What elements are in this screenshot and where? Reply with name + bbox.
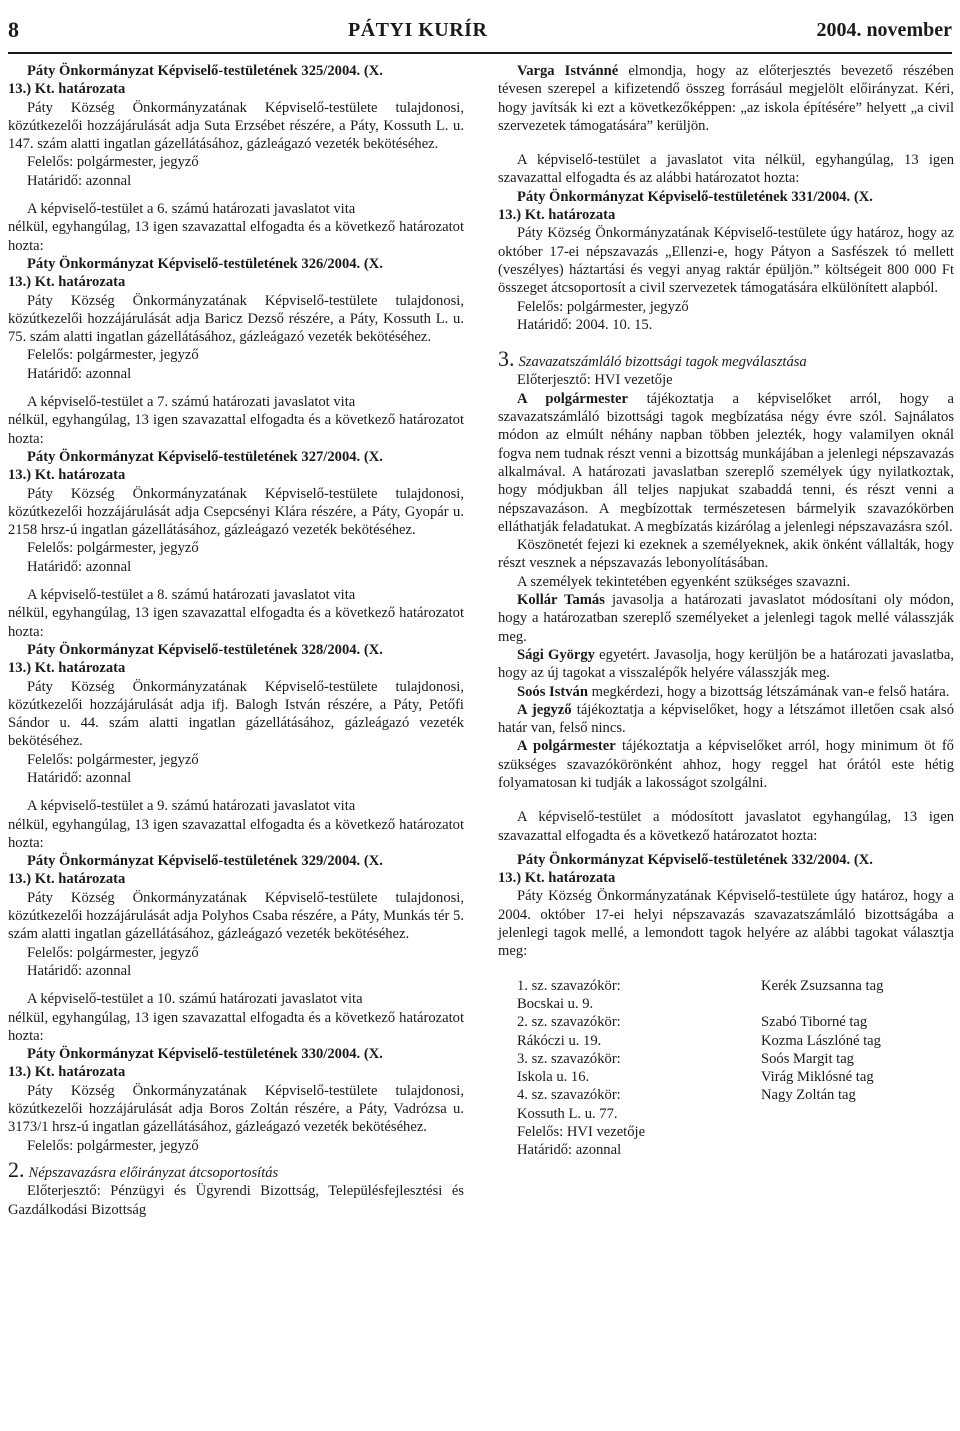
vote-statement: A képviselő-testület a 9. számú határozati javaslatot vita (27, 798, 356, 815)
deadline: Határidő: azonnal (517, 1142, 622, 1159)
vote-statement: A képviselő-testület a javaslatot vita nélkül, egyhangúlag, 13 igen szavazattal elfogadta és az alábbi határozatot hozta: (498, 152, 954, 187)
resolution-kt: 13.) Kt. határozata (8, 467, 126, 484)
responsible: Felelős: polgármester, jegyző (27, 1137, 199, 1154)
speaker-paragraph: A polgármester tájékoztatja a képviselőket arról, hogy a szavazatszámláló bizottsági tagok megbízatása négy évre szól. Sajnálatos módon az elmúlt néhány napban többen jelezték, hogy valamilyen oknál fogva nem tudnak részt venni a bizottság munkájában a jelenlegi népszavazás alkalmával. A határozati javaslatban szereplő személyek úgy nyilatkoztak, hogy módjukban áll teljes napjukat szabaddá tenni, és részt venni a népszavazáson. A megbízottak természetesen bármelyik szavazókörben elláthatják feladatukat. A megbízatás kizárólag a jelenlegi népszavazásra szól. (498, 390, 954, 535)
table-cell: 1. sz. szavazókör: (517, 977, 621, 994)
table-cell: Bocskai u. 9. (517, 995, 594, 1012)
table-cell (761, 995, 960, 1013)
speaker-name: A jegyző (517, 701, 572, 718)
speaker-paragraph: Kollár Tamás javasolja a határozati javaslatot módosítani oly módon, hogy a határozatban szereplő személyeket a jelenlegi tagok mellé válasszják meg. (498, 592, 954, 645)
resolution-kt: 13.) Kt. határozata (8, 1064, 126, 1081)
resolution-kt: 13.) Kt. határozata (8, 660, 126, 677)
page-number: 8 (8, 17, 19, 42)
responsible: Felelős: HVI vezetője (517, 1124, 646, 1141)
table-cell: Kozma Lászlóné tag (761, 1032, 881, 1049)
table-cell: Szabó Tiborné tag (761, 1014, 868, 1031)
responsible: Felelős: polgármester, jegyző (27, 347, 199, 364)
resolution-kt: 13.) Kt. határozata (8, 871, 126, 888)
responsible: Felelős: polgármester, jegyző (27, 154, 199, 171)
resolution-title: Páty Önkormányzat Képviselő-testületének 331/2004. (X. (517, 188, 873, 205)
vote-statement-tail: nélkül, egyhangúlag, 13 igen szavazattal elfogadta és a következő határozatot hozta: (8, 1009, 464, 1044)
section-presenter: Előterjesztő: HVI vezetője (517, 372, 673, 389)
resolution-body: Páty Község Önkormányzatának Képviselő-testülete tulajdonosi, közútkezelői hozzájárulását adja Boros Zoltán részére, a Páty, Vadrózsa u. 3173/1 hrsz-ú ingatlan gázellátásához, gázleágazó vezeték bekötéséhez. (8, 1082, 464, 1136)
responsible: Felelős: polgármester, jegyző (517, 298, 689, 315)
resolution-body: Páty Község Önkormányzatának Képviselő-testülete tulajdonosi, közútkezelői hozzájárulását adja Csepcsényi Klára részére, a Páty, Gyopár u. 2158 hrsz-ú ingatlan gázellátásához, gázleágazó vezeték bekötéséhez. (8, 485, 464, 539)
table-cell: Soós Margit tag (761, 1050, 854, 1067)
page-header (8, 12, 952, 48)
resolution-kt: 13.) Kt. határozata (498, 207, 616, 224)
resolution-kt: 13.) Kt. határozata (8, 274, 126, 291)
table-cell: Iskola u. 16. (517, 1069, 590, 1086)
section-title: Népszavazásra előirányzat átcsoportosítás (28, 1164, 279, 1181)
resolution-body: Páty Község Önkormányzatának Képviselő-testülete tulajdonosi, közútkezelői hozzájárulását adja ifj. Balogh István részére, a Páty, Petőfi Sándor u. 44. szám alatti ingatlan gázellátásához, gázleágazó vezeték bekötéséhez. (8, 678, 464, 750)
resolution-title: Páty Önkormányzat Képviselő-testületének 326/2004. (X. (27, 255, 383, 272)
speaker-name: Sági György (517, 646, 595, 663)
right-column (498, 62, 954, 1160)
speaker-paragraph: A jegyző tájékoztatja a képviselőket, hogy a létszámot illetően csak alsó határ van, felső nincs. (498, 701, 954, 737)
section-title: Szavazatszámláló bizottsági tagok megválasztása (518, 354, 807, 371)
deadline: Határidő: azonnal (27, 172, 132, 189)
deadline: Határidő: azonnal (27, 769, 132, 786)
table-cell: Virág Miklósné tag (761, 1069, 874, 1086)
deadline: Határidő: azonnal (27, 962, 132, 979)
vote-statement: A képviselő-testület a 10. számú határozati javaslatot vita (27, 991, 363, 1008)
table-cell (761, 1105, 960, 1123)
deadline: Határidő: azonnal (27, 558, 132, 575)
vote-statement-tail: nélkül, egyhangúlag, 13 igen szavazattal elfogadta és a következő határozatot hozta: (8, 816, 464, 851)
resolution-body: Páty Község Önkormányzatának Képviselő-testülete úgy határoz, hogy a 2004. október 17-ei helyi népszavazás szavazatszámláló bizottságába a jelenlegi tagok mellé, a lemondott tagok helyére az alábbi tagokat választja meg: (498, 888, 954, 960)
paper-title: PÁTYI KURÍR (348, 18, 488, 41)
resolution-body: Páty Község Önkormányzatának Képviselő-testülete tulajdonosi, közútkezelői hozzájárulását adja Suta Erzsébet részére, a Páty, Kossuth L. u. 147. szám alatti ingatlan gázellátásához, gázleágazó vezeték bekötéséhez. (8, 99, 464, 153)
speaker-name: A polgármester (517, 738, 616, 755)
resolution-title: Páty Önkormányzat Képviselő-testületének 330/2004. (X. (27, 1046, 383, 1063)
resolution-title: Páty Önkormányzat Képviselő-testületének 329/2004. (X. (27, 853, 383, 870)
vote-statement: A képviselő-testület a 6. számú határozati javaslatot vita (27, 201, 356, 218)
resolution-title: Páty Önkormányzat Képviselő-testületének 328/2004. (X. (27, 641, 383, 658)
deadline: Határidő: azonnal (27, 365, 132, 382)
table-cell: 2. sz. szavazókör: (517, 1014, 621, 1031)
speaker-paragraph: Varga Istvánné elmondja, hogy az előterjesztés bevezető részében tévesen szerepel a kifizetendő összeg forrásául megjelölt előirányzat. Kéri, hogy javítsák ki ezt a következőképpen: „az iskola építésére” helyett „a civil szervezetek támogatására” kerüljön. (498, 63, 954, 134)
speaker-name: Kollár Tamás (517, 592, 605, 609)
vote-statement-tail: nélkül, egyhangúlag, 13 igen szavazattal elfogadta és a következő határozatot hozta: (8, 605, 464, 640)
speaker-name: Soós István (517, 683, 588, 700)
vote-statement-tail: nélkül, egyhangúlag, 13 igen szavazattal elfogadta és a következő határozatot hozta: (8, 412, 464, 447)
resolution-title: Páty Önkormányzat Képviselő-testületének 325/2004. (X. (27, 63, 383, 79)
section-number: 3. (498, 346, 515, 372)
resolution-title: Páty Önkormányzat Képviselő-testületének 332/2004. (X. (517, 851, 873, 868)
resolution-title: Páty Önkormányzat Képviselő-testületének 327/2004. (X. (27, 448, 383, 465)
responsible: Felelős: polgármester, jegyző (27, 540, 199, 557)
resolution-kt: 13.) Kt. határozata (8, 81, 126, 98)
resolution-kt: 13.) Kt. határozata (498, 870, 616, 887)
speaker-paragraph: Sági György egyetért. Javasolja, hogy kerüljön be a határozati javaslatba, hogy az új tagokat a visszalépők helyére válasszják meg. (498, 646, 954, 682)
vote-statement: A képviselő-testület a 8. számú határozati javaslatot vita (27, 587, 356, 604)
header-rule (8, 52, 952, 54)
responsible: Felelős: polgármester, jegyző (27, 944, 199, 961)
vote-statement: A képviselő-testület a 7. számú határozati javaslatot vita (27, 394, 356, 411)
vote-statement-tail: nélkül, egyhangúlag, 13 igen szavazattal elfogadta és a következő határozatot hozta: (8, 219, 464, 254)
section-heading (498, 346, 954, 372)
resolution-body: Páty Község Önkormányzatának Képviselő-testülete tulajdonosi, közútkezelői hozzájárulását adja Polyhos Csaba részére, a Páty, Munkás tér 5. szám alatti ingatlan gázellátásához, gázleágazó vezeték bekötéséhez. (8, 889, 464, 943)
thanks-paragraph: Köszönetét fejezi ki ezeknek a személyeknek, akik önként vállalták, hogy részt vesznek a népszavazás lebonyolításában. (498, 537, 954, 572)
speaker-paragraph: Soós István megkérdezi, hogy a bizottság létszámának van-e felső határa. (517, 683, 950, 700)
left-column (8, 62, 464, 1219)
individual-vote-note: A személyek tekintetében egyenként szükséges szavazni. (517, 573, 851, 590)
table-cell: Kerék Zsuzsanna tag (761, 977, 884, 994)
speaker-name: A polgármester (517, 390, 629, 407)
speaker-name: Varga Istvánné (517, 63, 619, 79)
section-number: 2. (8, 1156, 25, 1182)
members-table (517, 977, 954, 1123)
table-cell: 3. sz. szavazókör: (517, 1050, 621, 1067)
section-presenter: Előterjesztő: Pénzügyi és Ügyrendi Bizottság, Településfejlesztési és Gazdálkodási Bizottság (8, 1183, 464, 1218)
vote-statement: A képviselő-testület a módosított javaslatot egyhangúlag, 13 igen szavazattal elfogadta és a következő határozatot hozta: (498, 809, 954, 844)
resolution-body: Páty Község Önkormányzatának Képviselő-testülete tulajdonosi, közútkezelői hozzájárulását adja Baricz Dezső részére, a Páty, Kossuth L. u. 75. szám alatti ingatlan gázellátásához, gázleágazó vezeték bekötéséhez. (8, 292, 464, 346)
table-cell: 4. sz. szavazókör: (517, 1087, 621, 1104)
speaker-paragraph: A polgármester tájékoztatja a képviselőket arról, hogy minimum öt fő szükséges szavazókörönként ahhoz, hogy reggel hat órától este hétig folyamatosan ki tudják a lakosságot szolgálni. (498, 738, 954, 791)
deadline: Határidő: 2004. 10. 15. (517, 316, 653, 333)
responsible: Felelős: polgármester, jegyző (27, 751, 199, 768)
issue-date: 2004. november (816, 18, 952, 41)
section-heading (8, 1156, 464, 1182)
table-cell: Kossuth L. u. 77. (517, 1105, 618, 1122)
table-cell: Nagy Zoltán tag (761, 1087, 856, 1104)
table-cell: Rákóczi u. 19. (517, 1032, 602, 1049)
resolution-body: Páty Község Önkormányzatának Képviselő-testülete úgy határoz, hogy az október 17-ei népszavazás „Ellenzi-e, hogy Pátyon a Sasfészek tó mellett (veszélyes) háztartási és vegyi anyag raktár épüljön.” költségeit 800 000 Ft összeget átcsoportosít a civil szervezetek támogatására elkülönített alapból. (498, 225, 954, 297)
